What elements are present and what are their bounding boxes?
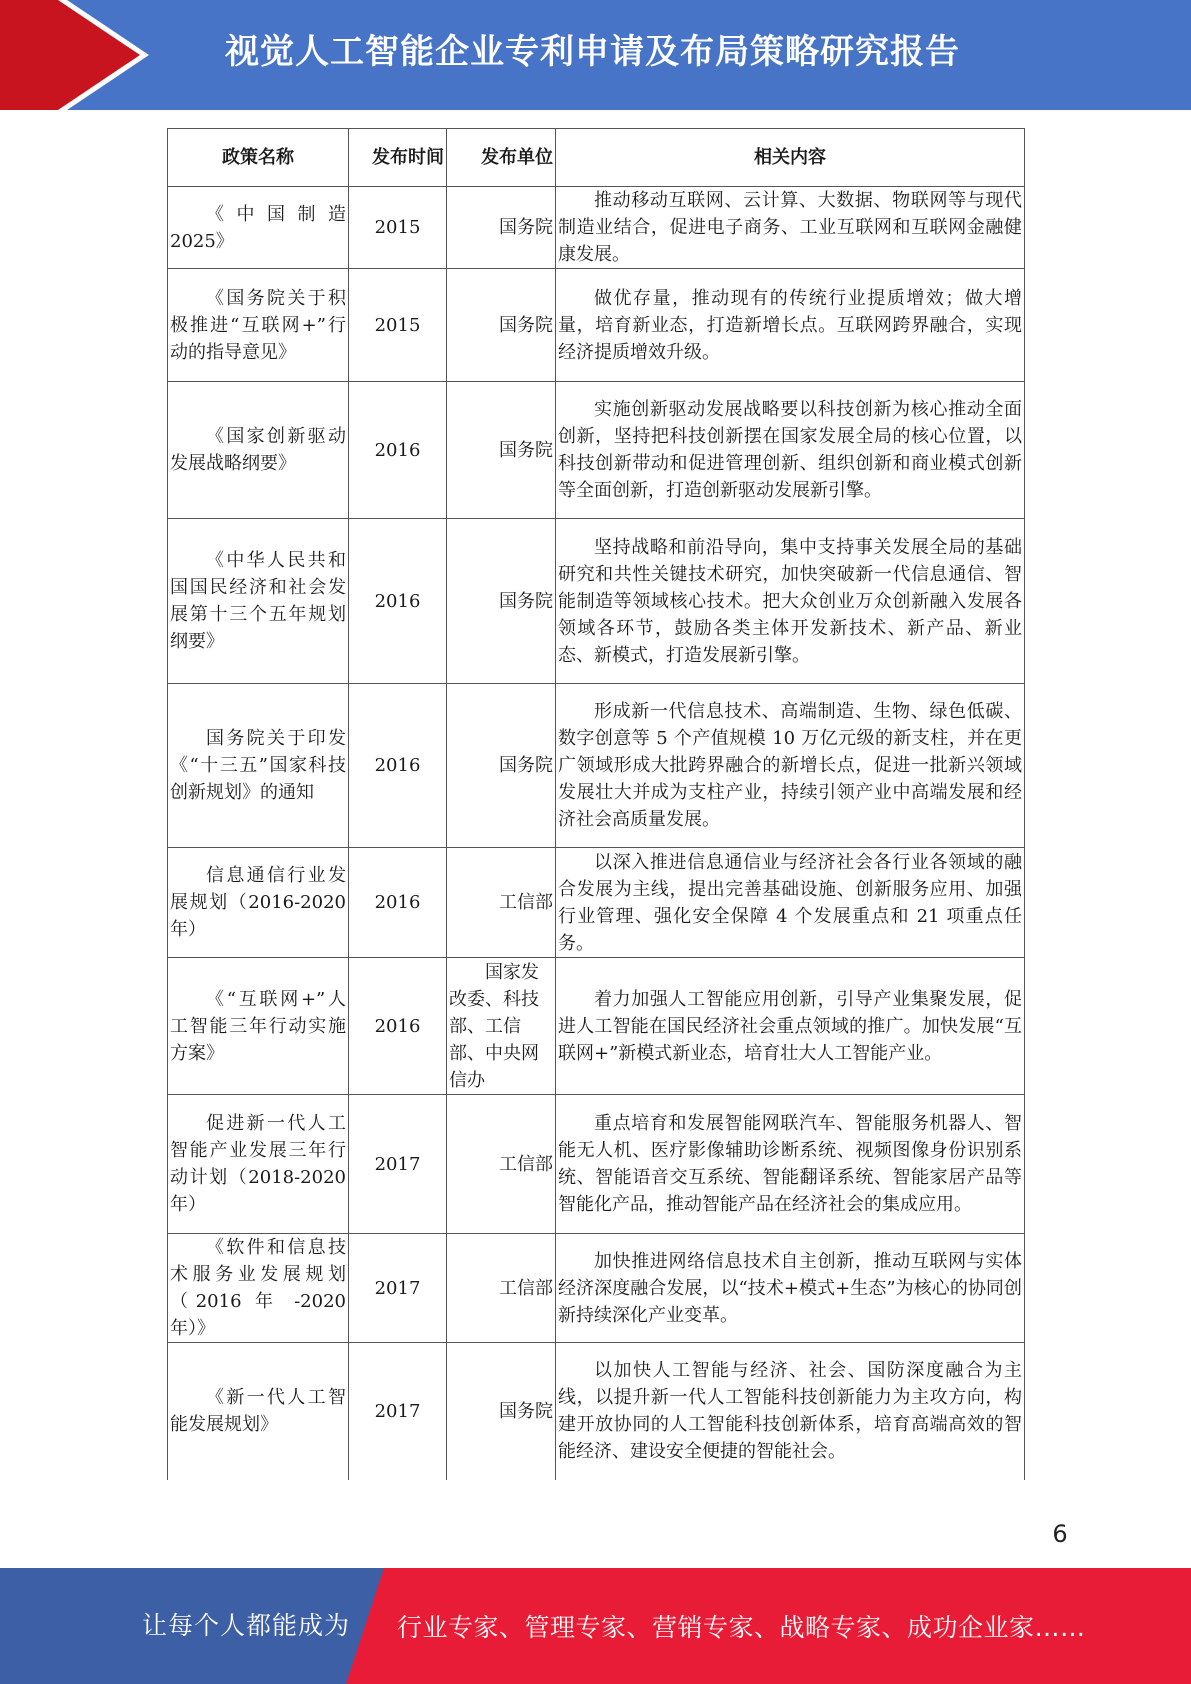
- footer-slogan-left: 让每个人都能成为: [142, 1611, 351, 1640]
- table-row: [168, 684, 1025, 848]
- column-header-content: 相关内容: [556, 129, 1025, 187]
- publisher-cell: 国务院: [447, 684, 556, 848]
- page-footer: [0, 1568, 1191, 1684]
- report-title: 视觉人工智能企业专利申请及布局策略研究报告: [225, 32, 960, 72]
- footer-slogan-right: 行业专家、管理专家、营销专家、战略专家、成功企业家……: [397, 1613, 1086, 1642]
- policy-name-cell: 信息通信行业发展规划（2016-2020 年）: [168, 848, 349, 958]
- content-cell: 加快推进网络信息技术自主创新，推动互联网与实体经济深度融合发展，以“技术+模式+生态”为核心的协同创新持续深化产业变革。: [556, 1234, 1025, 1343]
- table-row: [168, 1234, 1025, 1343]
- column-header-publish-time: 发布时间: [349, 129, 447, 187]
- policy-name-cell: 促进新一代人工智能产业发展三年行动计划（2018-2020 年）: [168, 1095, 349, 1234]
- page-number: 6: [1052, 1520, 1068, 1548]
- content-cell: 推动移动互联网、云计算、大数据、物联网等与现代制造业结合，促进电子商务、工业互联网和互联网金融健康发展。: [556, 187, 1025, 269]
- table-row: [168, 382, 1025, 519]
- publisher-cell: 工信部: [447, 848, 556, 958]
- table-row: [168, 269, 1025, 382]
- content-cell: 做优存量，推动现有的传统行业提质增效；做大增量，培育新业态，打造新增长点。互联网跨界融合，实现经济提质增效升级。: [556, 269, 1025, 382]
- policy-name-cell: 《中华人民共和国国民经济和社会发展第十三个五年规划纲要》: [168, 519, 349, 684]
- content-cell: 实施创新驱动发展战略要以科技创新为核心推动全面创新，坚持把科技创新摆在国家发展全局的核心位置，以科技创新带动和促进管理创新、组织创新和商业模式创新等全面创新，打造创新驱动发展新引擎。: [556, 382, 1025, 519]
- content-cell: 以加快人工智能与经济、社会、国防深度融合为主线，以提升新一代人工智能科技创新能力为主攻方向，构建开放协同的人工智能科技创新体系，培育高端高效的智能经济、建设安全便捷的智能社会。: [556, 1343, 1025, 1480]
- table-row: [168, 1343, 1025, 1480]
- content-cell: 以深入推进信息通信业与经济社会各行业各领域的融合发展为主线，提出完善基础设施、创新服务应用、加强行业管理、强化安全保障 4 个发展重点和 21 项重点任务。: [556, 848, 1025, 958]
- table-row: [168, 519, 1025, 684]
- publisher-cell: 国务院: [447, 187, 556, 269]
- content-cell: 坚持战略和前沿导向，集中支持事关发展全局的基础研究和共性关键技术研究，加快突破新一代信息通信、智能制造等领域核心技术。把大众创业万众创新融入发展各领域各环节，鼓励各类主体开发新技术、新产品、新业态、新模式，打造发展新引擎。: [556, 519, 1025, 684]
- publish-year-cell: 2016: [349, 684, 447, 848]
- publisher-cell: 工信部: [447, 1234, 556, 1343]
- page-header: [0, 0, 1191, 110]
- publish-year-cell: 2017: [349, 1095, 447, 1234]
- column-header-publisher: 发布单位: [447, 129, 556, 187]
- publisher-cell: 国务院: [447, 1343, 556, 1480]
- publish-year-cell: 2017: [349, 1234, 447, 1343]
- header-chevron-decoration: [0, 0, 155, 110]
- table-row: [168, 187, 1025, 269]
- publish-year-cell: 2017: [349, 1343, 447, 1480]
- publish-year-cell: 2016: [349, 519, 447, 684]
- publish-year-cell: 2016: [349, 958, 447, 1095]
- publisher-cell: 国务院: [447, 269, 556, 382]
- policy-table-container: [167, 128, 1024, 1480]
- publish-year-cell: 2015: [349, 269, 447, 382]
- policy-name-cell: 《国务院关于积极推进“互联网+”行动的指导意见》: [168, 269, 349, 382]
- policy-name-cell: 《软件和信息技术服务业发展规划（2016 年 -2020 年）》: [168, 1234, 349, 1343]
- publish-year-cell: 2015: [349, 187, 447, 269]
- publish-year-cell: 2016: [349, 848, 447, 958]
- content-cell: 重点培育和发展智能网联汽车、智能服务机器人、智能无人机、医疗影像辅助诊断系统、视频图像身份识别系统、智能语音交互系统、智能翻译系统、智能家居产品等智能化产品，推动智能产品在经济社会的集成应用。: [556, 1095, 1025, 1234]
- publisher-cell: 国务院: [447, 519, 556, 684]
- policy-table: [167, 128, 1025, 1480]
- table-row: [168, 848, 1025, 958]
- policy-name-cell: 《中国制造2025》: [168, 187, 349, 269]
- publisher-cell: 工信部: [447, 1095, 556, 1234]
- policy-name-cell: 国务院关于印发《“十三五”国家科技创新规划》的通知: [168, 684, 349, 848]
- publish-year-cell: 2016: [349, 382, 447, 519]
- policy-name-cell: 《新一代人工智能发展规划》: [168, 1343, 349, 1480]
- policy-name-cell: 《国家创新驱动发展战略纲要》: [168, 382, 349, 519]
- policy-name-cell: 《“互联网+”人工智能三年行动实施方案》: [168, 958, 349, 1095]
- content-cell: 着力加强人工智能应用创新，引导产业集聚发展，促进人工智能在国民经济社会重点领域的推广。加快发展“互联网+”新模式新业态，培育壮大人工智能产业。: [556, 958, 1025, 1095]
- publisher-cell: 国务院: [447, 382, 556, 519]
- content-cell: 形成新一代信息技术、高端制造、生物、绿色低碳、数字创意等 5 个产值规模 10 万亿元级的新支柱，并在更广领域形成大批跨界融合的新增长点，促进一批新兴领域发展壮大并成为支柱产业，持续引领产业中高端发展和经济社会高质量发展。: [556, 684, 1025, 848]
- table-row: [168, 958, 1025, 1095]
- table-header-row: [168, 129, 1025, 187]
- publisher-cell: 国家发改委、科技部、工信部、中央网信办: [447, 958, 556, 1095]
- table-row: [168, 1095, 1025, 1234]
- column-header-policy-name: 政策名称: [168, 129, 349, 187]
